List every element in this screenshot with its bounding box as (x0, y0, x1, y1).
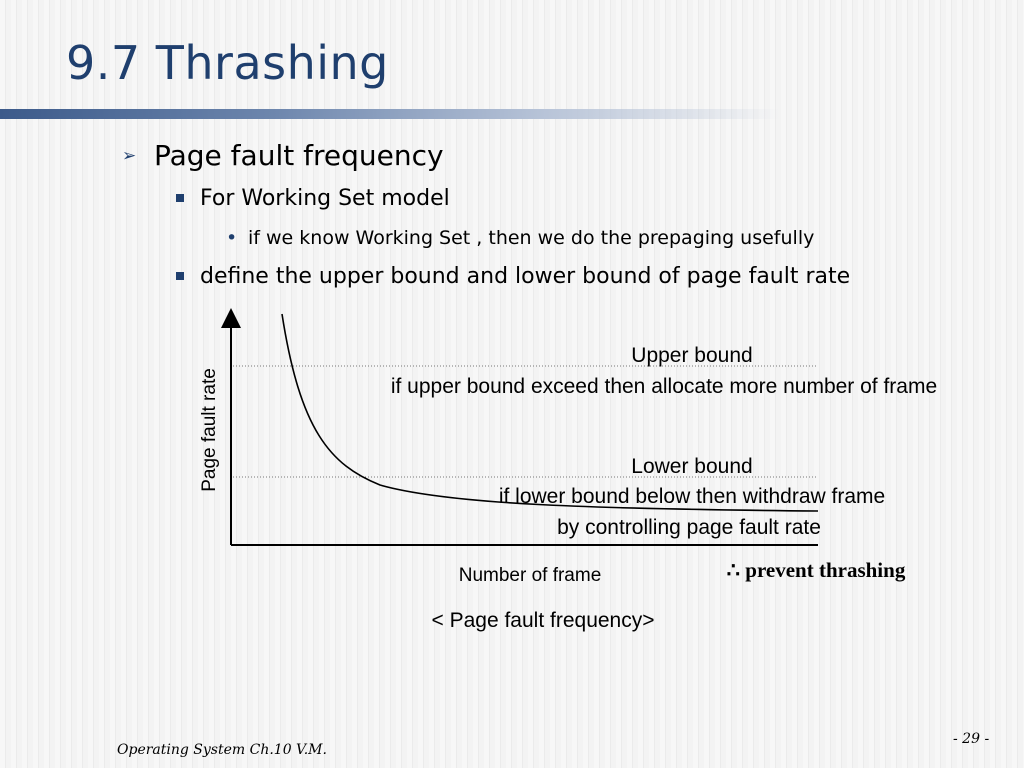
bullet-text: Page fault frequency (154, 139, 444, 172)
slide-footer: Operating System Ch.10 V.M. (117, 742, 327, 758)
lower-bound-description-1: if lower bound below then withdraw frame (498, 485, 886, 508)
y-axis-label: Page fault rate (199, 368, 220, 492)
upper-bound-description: if upper bound exceed then allocate more number of frame (390, 375, 938, 398)
upper-bound-title: Upper bound (631, 344, 753, 367)
bullet-text: define the upper bound and lower bound of page fault rate (200, 264, 851, 289)
dot-bullet-icon: • (226, 227, 238, 249)
figure-caption: < Page fault frequency> (431, 609, 655, 632)
x-axis-label: Number of frame (458, 565, 602, 586)
bullet-text: For Working Set model (200, 186, 450, 211)
page-number: - 29 - (953, 731, 990, 747)
lower-bound-description-2: by controlling page fault rate (557, 516, 821, 539)
lower-bound-title: Lower bound (631, 455, 753, 478)
arrow-bullet-icon: ➢ (122, 146, 137, 166)
slide-title: 9.7 Thrashing (66, 36, 389, 90)
bullet-text: if we know Working Set , then we do the prepaging usefully (248, 227, 815, 249)
conclusion-text: ∴ prevent thrashing (726, 558, 906, 582)
